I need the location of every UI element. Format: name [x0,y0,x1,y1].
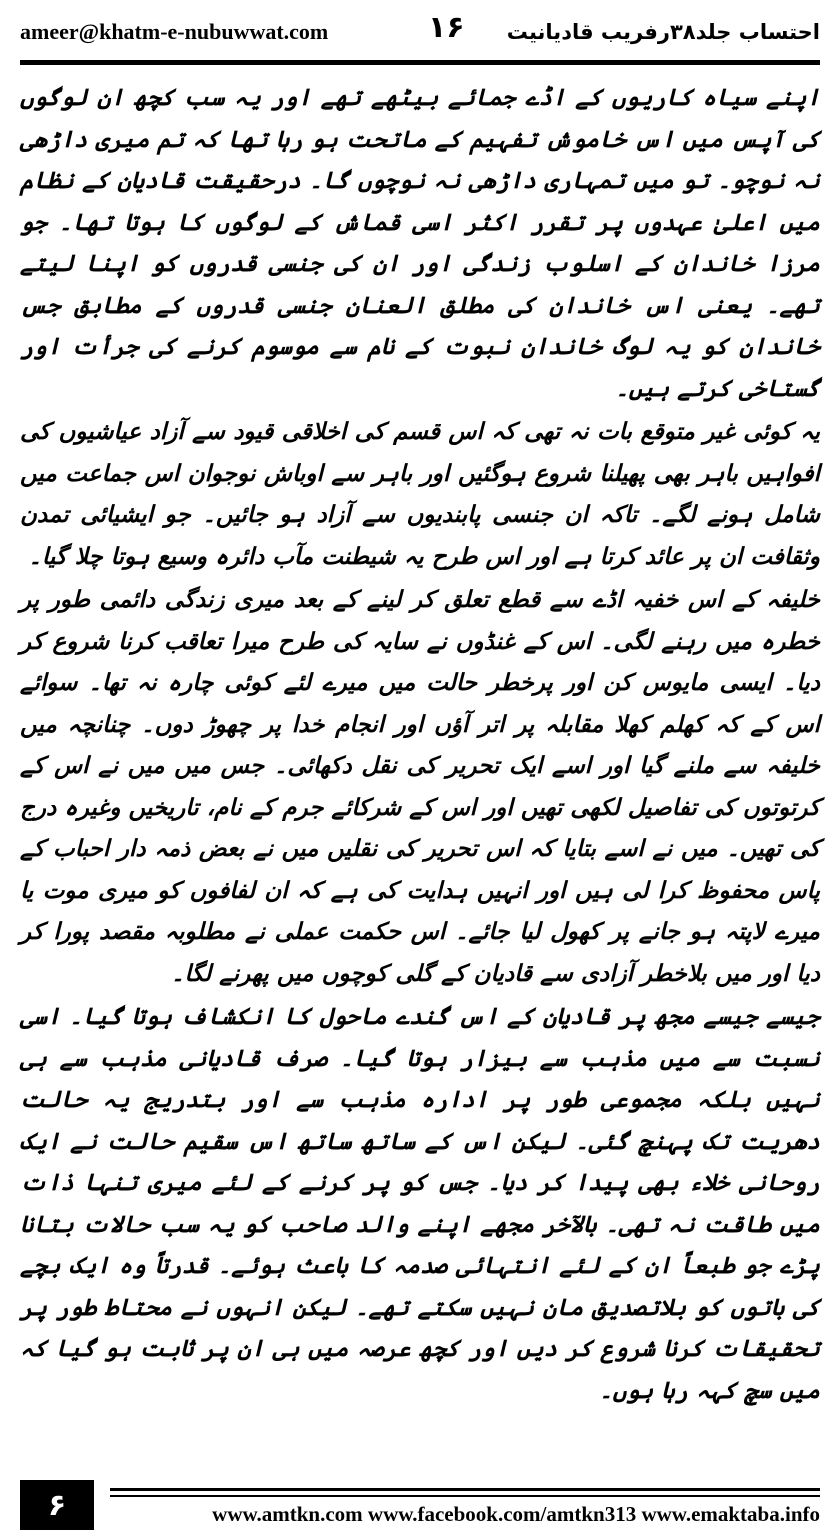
footer-divider-bottom [110,1495,820,1497]
header-email: ameer@khatm-e-nubuwwat.com [20,19,329,44]
paragraph-4: جیسے جیسے مجھ پر قادیان کے اس گندے ماحول کا انکشاف ہوتا گیا۔ اسی نسبت سے میں مذہب سے بیزار ہوتا گیا۔ صرف قادیانی مذہب سے ہی نہیں بلکہ مجموعی طور پر ادارہ مذہب سے اور بتدریج یہ حالت دھریت تک پہنچ گئی۔ لیکن اس کے ساتھ ساتھ اس سقیم حالت نے ایک روحانی خلاء بھی پیدا کر دیا۔ جس کو پر کرنے کے لئے میری تنہا ذات میں طاقت نہ تھی۔ بالآخر مجھے اپنے والد صاحب کو یہ سب حالات بتانا پڑے جو طبعاً ان کے لئے انتہائی صدمہ کا باعث ہوئے۔ قدرتاً وہ ایک بچے کی باتوں کو بلاتصدیق مان نہیں سکتے تھے۔ لیکن انہوں نے محتاط طور پر تحقیقات کرنا شروع کر دیں اور کچھ عرصہ میں ہی ان پر ثابت ہو گیا کہ میں سچ کہہ رہا ہوں۔ [20,1004,820,1404]
footer-links: www.amtkn.com www.facebook.com/amtkn313 www.emaktaba.info [212,1502,820,1526]
page-body [20,78,820,1414]
paragraph-2: یہ کوئی غیر متوقع بات نہ تھی کہ اس قسم کی اخلاقی قیود سے آزاد عیاشیوں کی افواہیں باہر بھی پھیلنا شروع ہوگئیں اور باہر سے اوباش نوجوان اس جماعت میں شامل ہونے لگے۔ تاکہ ان جنسی پابندیوں سے آزاد ہو جائیں۔ جو ایشیائی تمدن وثقافت ان پر عائد کرتا ہے اور اس طرح یہ شیطنت مآب دائرہ وسیع ہوتا چلا گیا۔ [20,419,820,570]
book-title: احتساب جلد۳۸رفریب قادیانیت [506,20,820,44]
page-number: ۱۶ [428,10,465,45]
paragraph-3: خلیفہ کے اس خفیہ اڈے سے قطع تعلق کر لینے کے بعد میری زندگی دائمی طور پر خطرہ میں رہنے لگی۔ اس کے غنڈوں نے سایہ کی طرح میرا تعاقب کرنا شروع کر دیا۔ ایسی مایوس کن اور پرخطر حالت میں میرے لئے کوئی چارہ نہ تھا۔ سوائے اس کے کہ کھلم کھلا مقابلہ پر اتر آؤں اور انجام خدا پر چھوڑ دوں۔ چنانچہ میں خلیفہ سے ملنے گیا اور اسے ایک تحریر کی نقل دکھائی۔ جس میں میں نے اس کے کرتوتوں کی تفاصیل لکھی تھیں اور اس کے شرکائے جرم کے نام، تاریخیں وغیرہ درج کی تھیں۔ میں نے اسے بتایا کہ اس تحریر کی نقلیں میں نے بعض ذمہ دار احباب کے پاس محفوظ کرا لی ہیں اور انہیں ہدایت کی ہے کہ ان لفافوں کو میری موت یا میرے لاپتہ ہو جانے پر کھول لیا جائے۔ اس حکمت عملی نے مطلوبہ مقصد پورا کر دیا اور میں بلاخطر آزادی سے قادیان کے گلی کوچوں میں پھرنے لگا۔ [20,587,820,987]
header-divider [20,60,820,65]
page-header [20,12,820,52]
page-footer [20,1480,820,1540]
paragraph-1: اپنے سیاہ کاریوں کے اڈے جمائے بیٹھے تھے اور یہ سب کچھ ان لوگوں کی آپس میں اس خاموش تفہیم کے ماتحت ہو رہا تھا کہ تم میری داڑھی نہ نوچو۔ تو میں تمہاری داڑھی نہ نوچوں گا۔ درحقیقت قادیان کے نظام میں اعلیٰ عہدوں پر تقرر اکثر اسی قماش کے لوگوں کا ہوتا تھا۔ جو مرزا خاندان کے اسلوب زندگی اور ان کی جنسی قدروں کو اپنا لیتے تھے۔ یعنی اس خاندان کی مطلق العنان جنسی قدروں کے مطابق جس خاندان کو یہ لوگ خاندان نبوت کے نام سے موسوم کرنے کی جرأت اور گستاخی کرتے ہیں۔ [20,85,820,402]
footer-divider-top [110,1488,820,1491]
footer-page-index: ۶ [20,1480,94,1530]
